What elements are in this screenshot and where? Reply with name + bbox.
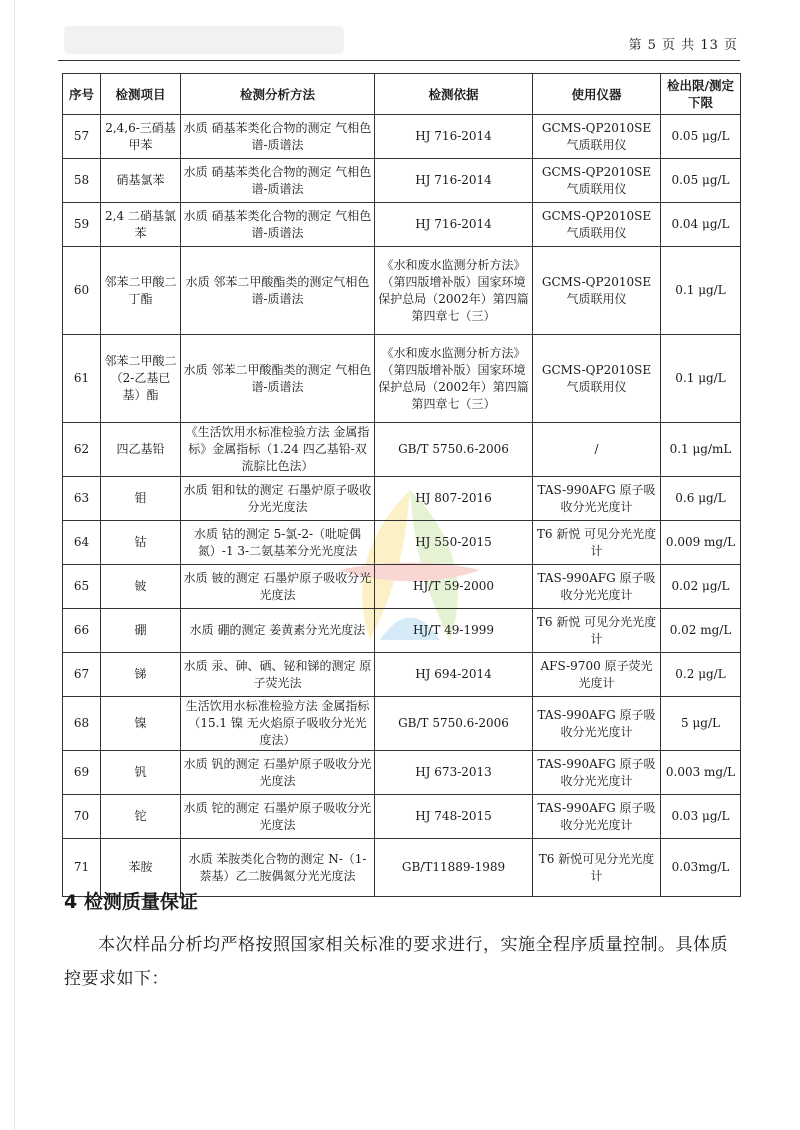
header-logo-area <box>64 26 344 54</box>
cell-item: 邻苯二甲酸二（2-乙基已基）酯 <box>101 335 181 423</box>
cell-no: 65 <box>63 565 101 609</box>
cell-no: 63 <box>63 477 101 521</box>
cell-method: 水质 铊的测定 石墨炉原子吸收分光光度法 <box>181 795 375 839</box>
cell-item: 钴 <box>101 521 181 565</box>
cell-method: 水质 钼和钛的测定 石墨炉原子吸收分光光度法 <box>181 477 375 521</box>
cell-no: 59 <box>63 203 101 247</box>
section-title: 4 检测质量保证 <box>64 891 198 913</box>
cell-item: 邻苯二甲酸二丁酯 <box>101 247 181 335</box>
cell-basis: HJ 716-2014 <box>375 203 533 247</box>
cell-basis: GB/T11889-1989 <box>375 839 533 897</box>
table-row <box>63 115 741 159</box>
cell-no: 60 <box>63 247 101 335</box>
cell-instrument: TAS-990AFG 原子吸收分光光度计 <box>533 477 661 521</box>
cell-method: 水质 钴的测定 5-氯-2-（吡啶偶氮）-1 3-二氨基苯分光光度法 <box>181 521 375 565</box>
page-number: 第 5 页 共 13 页 <box>628 38 738 53</box>
col-header-basis: 检测依据 <box>375 74 533 115</box>
table-row <box>63 795 741 839</box>
cell-limit: 0.02 mg/L <box>661 609 741 653</box>
cell-method: 水质 邻苯二甲酸酯类的测定气相色谱-质谱法 <box>181 247 375 335</box>
cell-basis: HJ/T 49-1999 <box>375 609 533 653</box>
page-edge <box>14 0 15 1130</box>
page-header <box>58 22 740 61</box>
cell-basis: GB/T 5750.6-2006 <box>375 423 533 477</box>
col-header-limit: 检出限/测定下限 <box>661 74 741 115</box>
cell-basis: 《水和废水监测分析方法》（第四版增补版）国家环境保护总局（2002年）第四篇第四章七（三） <box>375 335 533 423</box>
table-row <box>63 653 741 697</box>
cell-no: 69 <box>63 751 101 795</box>
cell-no: 64 <box>63 521 101 565</box>
cell-no: 68 <box>63 697 101 751</box>
cell-instrument: TAS-990AFG 原子吸收分光光度计 <box>533 565 661 609</box>
cell-limit: 0.2 μg/L <box>661 653 741 697</box>
cell-basis: HJ 748-2015 <box>375 795 533 839</box>
cell-instrument: TAS-990AFG 原子吸收分光光度计 <box>533 751 661 795</box>
cell-item: 钼 <box>101 477 181 521</box>
cell-item: 锑 <box>101 653 181 697</box>
col-header-item: 检测项目 <box>101 74 181 115</box>
table-row <box>63 247 741 335</box>
cell-instrument: TAS-990AFG 原子吸收分光光度计 <box>533 697 661 751</box>
cell-basis: HJ/T 59-2000 <box>375 565 533 609</box>
cell-item: 铊 <box>101 795 181 839</box>
cell-no: 57 <box>63 115 101 159</box>
cell-basis: HJ 716-2014 <box>375 115 533 159</box>
cell-method: 水质 邻苯二甲酸酯类的测定 气相色谱-质谱法 <box>181 335 375 423</box>
cell-item: 苯胺 <box>101 839 181 897</box>
paragraph-text: 本次样品分析均严格按照国家相关标准的要求进行，实施全程序质量控制。具体质控要求如下： <box>64 935 728 989</box>
cell-no: 61 <box>63 335 101 423</box>
table-row <box>63 159 741 203</box>
cell-method: 水质 硝基苯类化合物的测定 气相色谱-质谱法 <box>181 115 375 159</box>
cell-basis: 《水和废水监测分析方法》（第四版增补版）国家环境保护总局（2002年）第四篇第四章七（三） <box>375 247 533 335</box>
cell-item: 2,4,6-三硝基甲苯 <box>101 115 181 159</box>
cell-instrument: / <box>533 423 661 477</box>
table-row <box>63 423 741 477</box>
cell-instrument: GCMS-QP2010SE 气质联用仪 <box>533 247 661 335</box>
col-header-instrument: 使用仪器 <box>533 74 661 115</box>
cell-no: 67 <box>63 653 101 697</box>
cell-no: 71 <box>63 839 101 897</box>
table-row <box>63 565 741 609</box>
cell-limit: 0.003 mg/L <box>661 751 741 795</box>
cell-limit: 0.1 μg/L <box>661 335 741 423</box>
cell-instrument: GCMS-QP2010SE 气质联用仪 <box>533 335 661 423</box>
cell-limit: 5 μg/L <box>661 697 741 751</box>
cell-limit: 0.03mg/L <box>661 839 741 897</box>
cell-limit: 0.03 μg/L <box>661 795 741 839</box>
cell-item: 钒 <box>101 751 181 795</box>
cell-instrument: GCMS-QP2010SE 气质联用仪 <box>533 115 661 159</box>
table-row <box>63 751 741 795</box>
cell-method: 水质 硝基苯类化合物的测定 气相色谱-质谱法 <box>181 159 375 203</box>
cell-limit: 0.1 μg/L <box>661 247 741 335</box>
table-row <box>63 335 741 423</box>
cell-method: 水质 铍的测定 石墨炉原子吸收分光光度法 <box>181 565 375 609</box>
cell-limit: 0.009 mg/L <box>661 521 741 565</box>
cell-instrument: T6 新悦可见分光光度计 <box>533 839 661 897</box>
table-row <box>63 521 741 565</box>
cell-item: 硼 <box>101 609 181 653</box>
cell-basis: HJ 673-2013 <box>375 751 533 795</box>
cell-limit: 0.04 μg/L <box>661 203 741 247</box>
table-row <box>63 609 741 653</box>
cell-item: 硝基氯苯 <box>101 159 181 203</box>
cell-method: 水质 苯胺类化合物的测定 N-（1-萘基）乙二胺偶氮分光光度法 <box>181 839 375 897</box>
cell-method: 水质 汞、砷、硒、铋和锑的测定 原子荧光法 <box>181 653 375 697</box>
cell-no: 62 <box>63 423 101 477</box>
cell-item: 镍 <box>101 697 181 751</box>
cell-basis: HJ 716-2014 <box>375 159 533 203</box>
section-paragraph <box>64 928 744 996</box>
cell-no: 66 <box>63 609 101 653</box>
cell-basis: GB/T 5750.6-2006 <box>375 697 533 751</box>
col-header-no: 序号 <box>63 74 101 115</box>
table-row <box>63 697 741 751</box>
cell-instrument: GCMS-QP2010SE 气质联用仪 <box>533 203 661 247</box>
cell-no: 58 <box>63 159 101 203</box>
cell-limit: 0.02 μg/L <box>661 565 741 609</box>
table-row <box>63 477 741 521</box>
cell-method: 《生活饮用水标准检验方法 金属指标》金属指标（1.24 四乙基铅-双流腙比色法） <box>181 423 375 477</box>
cell-method: 水质 硝基苯类化合物的测定 气相色谱-质谱法 <box>181 203 375 247</box>
cell-limit: 0.05 μg/L <box>661 115 741 159</box>
cell-instrument: T6 新悦 可见分光光度计 <box>533 521 661 565</box>
cell-limit: 0.1 μg/mL <box>661 423 741 477</box>
cell-item: 2,4 二硝基氯苯 <box>101 203 181 247</box>
cell-instrument: GCMS-QP2010SE 气质联用仪 <box>533 159 661 203</box>
cell-limit: 0.6 μg/L <box>661 477 741 521</box>
col-header-method: 检测分析方法 <box>181 74 375 115</box>
cell-method: 生活饮用水标准检验方法 金属指标（15.1 镍 无火焰原子吸收分光光度法） <box>181 697 375 751</box>
cell-instrument: T6 新悦 可见分光光度计 <box>533 609 661 653</box>
detection-methods-table <box>62 73 741 897</box>
table-header-row <box>63 74 741 115</box>
cell-method: 水质 硼的测定 姜黄素分光光度法 <box>181 609 375 653</box>
cell-basis: HJ 694-2014 <box>375 653 533 697</box>
cell-basis: HJ 807-2016 <box>375 477 533 521</box>
cell-method: 水质 钒的测定 石墨炉原子吸收分光光度法 <box>181 751 375 795</box>
cell-item: 四乙基铅 <box>101 423 181 477</box>
table-row <box>63 203 741 247</box>
cell-item: 铍 <box>101 565 181 609</box>
cell-basis: HJ 550-2015 <box>375 521 533 565</box>
cell-instrument: TAS-990AFG 原子吸收分光光度计 <box>533 795 661 839</box>
cell-limit: 0.05 μg/L <box>661 159 741 203</box>
cell-no: 70 <box>63 795 101 839</box>
cell-instrument: AFS-9700 原子荧光光度计 <box>533 653 661 697</box>
